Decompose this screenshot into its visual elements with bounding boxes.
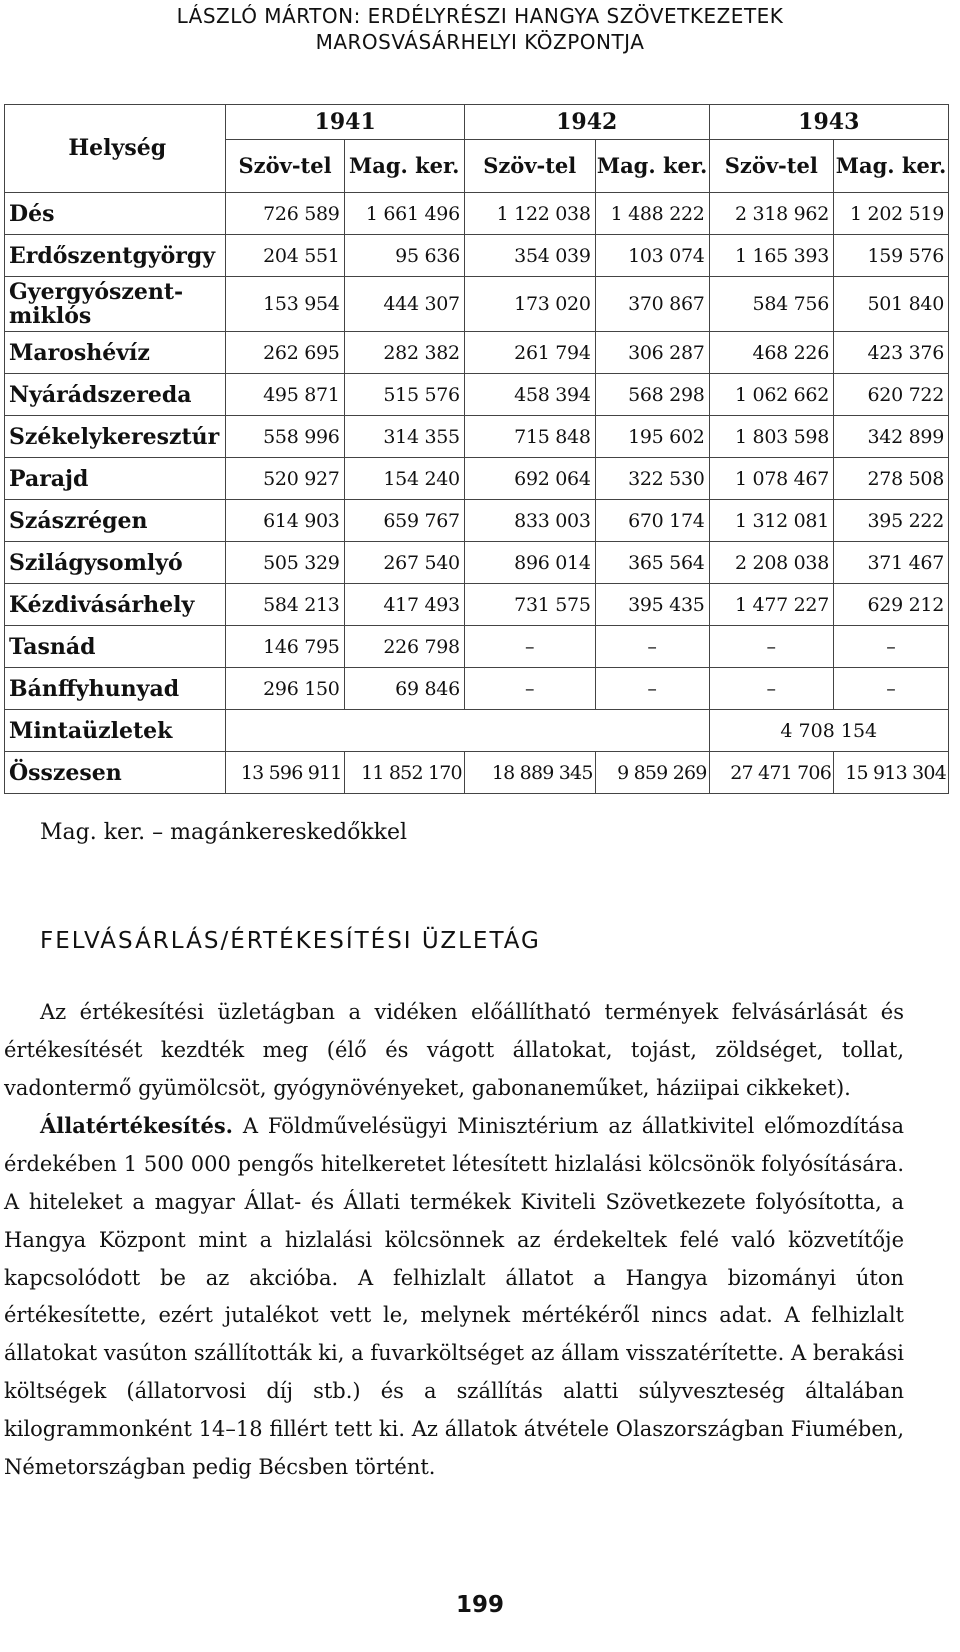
table-cell: 468 226 bbox=[709, 332, 833, 374]
table-cell: 515 576 bbox=[344, 374, 464, 416]
table-row bbox=[5, 710, 949, 752]
row-place: Kézdivásárhely bbox=[5, 584, 226, 626]
row-place: Mintaüzletek bbox=[5, 710, 226, 752]
table-row bbox=[5, 416, 949, 458]
table-cell: 495 871 bbox=[226, 374, 344, 416]
table-row bbox=[5, 235, 949, 277]
table-row bbox=[5, 193, 949, 235]
table-row bbox=[5, 542, 949, 584]
table-row bbox=[5, 668, 949, 710]
table-cell: 520 927 bbox=[226, 458, 344, 500]
table-cell: 27 471 706 bbox=[709, 752, 833, 794]
table-cell: 558 996 bbox=[226, 416, 344, 458]
table-cell: 423 376 bbox=[834, 332, 949, 374]
table-row bbox=[5, 374, 949, 416]
table-cell: 365 564 bbox=[595, 542, 709, 584]
table-cell: 370 867 bbox=[595, 277, 709, 332]
column-header-place: Helység bbox=[5, 105, 226, 193]
table-cell: 731 575 bbox=[464, 584, 595, 626]
statistics-table bbox=[4, 104, 949, 794]
table-cell: 444 307 bbox=[344, 277, 464, 332]
body-text bbox=[4, 994, 904, 1486]
table-cell: – bbox=[464, 626, 595, 668]
table-cell: – bbox=[709, 668, 833, 710]
table-cell: 726 589 bbox=[226, 193, 344, 235]
table-cell: 896 014 bbox=[464, 542, 595, 584]
table-footnote: Mag. ker. – magánkereskedőkkel bbox=[40, 820, 408, 845]
table-cell: 584 213 bbox=[226, 584, 344, 626]
column-header-year-1941: 1941 bbox=[226, 105, 464, 140]
table-cell: – bbox=[834, 668, 949, 710]
table-cell: 159 576 bbox=[834, 235, 949, 277]
table-cell: – bbox=[464, 668, 595, 710]
table-cell: 670 174 bbox=[595, 500, 709, 542]
page-number: 199 bbox=[455, 1592, 504, 1618]
table-cell: 296 150 bbox=[226, 668, 344, 710]
table-cell: 354 039 bbox=[464, 235, 595, 277]
table-cell: 629 212 bbox=[834, 584, 949, 626]
column-header-szov-tel: Szöv-tel bbox=[709, 140, 833, 193]
table-cell: 1 661 496 bbox=[344, 193, 464, 235]
table-cell: 13 596 911 bbox=[226, 752, 344, 794]
table-cell: 659 767 bbox=[344, 500, 464, 542]
table-cell: 395 222 bbox=[834, 500, 949, 542]
table-cell: 833 003 bbox=[464, 500, 595, 542]
table-cell: 715 848 bbox=[464, 416, 595, 458]
table-cell: 69 846 bbox=[344, 668, 464, 710]
running-head-line-2: MAROSVÁSÁRHELYI KÖZPONTJA bbox=[315, 30, 645, 54]
table-cell: 501 840 bbox=[834, 277, 949, 332]
row-place: Tasnád bbox=[5, 626, 226, 668]
column-header-year-1943: 1943 bbox=[709, 105, 948, 140]
table-cell: – bbox=[709, 626, 833, 668]
table-cell: 692 064 bbox=[464, 458, 595, 500]
column-header-szov-tel: Szöv-tel bbox=[464, 140, 595, 193]
table-cell: 1 165 393 bbox=[709, 235, 833, 277]
table-cell: 395 435 bbox=[595, 584, 709, 626]
row-place: Bánffyhunyad bbox=[5, 668, 226, 710]
table-cell: 154 240 bbox=[344, 458, 464, 500]
table-row bbox=[5, 332, 949, 374]
column-header-mag-ker: Mag. ker. bbox=[344, 140, 464, 193]
row-place: Maroshévíz bbox=[5, 332, 226, 374]
table-cell: 9 859 269 bbox=[595, 752, 709, 794]
table-cell: 342 899 bbox=[834, 416, 949, 458]
table-header-years bbox=[5, 105, 949, 140]
table-row bbox=[5, 277, 949, 332]
table-cell: 1 803 598 bbox=[709, 416, 833, 458]
table-cell: 173 020 bbox=[464, 277, 595, 332]
table-cell: 1 488 222 bbox=[595, 193, 709, 235]
column-header-mag-ker: Mag. ker. bbox=[834, 140, 949, 193]
paragraph: Az értékesítési üzletágban a vidéken előállítható termények felvásárlását és értékesítését kezdték meg (élő és vágott állatokat, tojást, zöldséget, tollat, vadontermő gyümölcsöt, gyógynövényeket, gabonaneműket, háziipai cikkeket). bbox=[4, 1000, 904, 1100]
table-cell: 371 467 bbox=[834, 542, 949, 584]
table-cell: 306 287 bbox=[595, 332, 709, 374]
table-cell: 314 355 bbox=[344, 416, 464, 458]
paragraph-lead: Állatértékesítés. bbox=[40, 1113, 233, 1139]
table-cell: 1 202 519 bbox=[834, 193, 949, 235]
table-cell: 267 540 bbox=[344, 542, 464, 584]
table-row bbox=[5, 458, 949, 500]
table-cell: 4 708 154 bbox=[709, 710, 948, 752]
table-cell: 2 208 038 bbox=[709, 542, 833, 584]
paragraph bbox=[4, 1107, 904, 1486]
table-cell: 261 794 bbox=[464, 332, 595, 374]
table-cell: 1 122 038 bbox=[464, 193, 595, 235]
table-cell: – bbox=[595, 626, 709, 668]
column-header-year-1942: 1942 bbox=[464, 105, 709, 140]
table-cell: 584 756 bbox=[709, 277, 833, 332]
table-cell: 18 889 345 bbox=[464, 752, 595, 794]
table-cell: 103 074 bbox=[595, 235, 709, 277]
row-place: Nyárádszereda bbox=[5, 374, 226, 416]
table-cell: 614 903 bbox=[226, 500, 344, 542]
table-cell: – bbox=[834, 626, 949, 668]
table-cell: 282 382 bbox=[344, 332, 464, 374]
table-cell: 2 318 962 bbox=[709, 193, 833, 235]
table-cell: 1 078 467 bbox=[709, 458, 833, 500]
table-cell: 146 795 bbox=[226, 626, 344, 668]
row-place: Szilágysomlyó bbox=[5, 542, 226, 584]
paragraph-text: A Földművelésügyi Minisztérium az állatkivitel előmozdítása érdekében 1 500 000 pengős hitelkeretet létesített hizlalási kölcsönök folyósítására. A hiteleket a magyar Állat- és Állati termékek Kiviteli Szövetkezete folyósította, a Hangya Központ mint a hizlalási kölcsönnek az érdekeltek felé való közvetítője kapcsolódott be az akcióba. A felhizlalt állatot a Hangya bizományi úton értékesítette, ezért jutalékot vett le, melynek mértékéről nincs adat. A felhizlalt állatokat vasúton szállították ki, a fuvarköltséget az állam visszatérítette. A berakási költségek (állatorvosi díj stb.) és a szállítás alatti súlyveszteség általában kilogrammonként 14–18 fillért tett ki. Az állatok átvétele Olaszországban Fiumében, Németországban pedig Bécsben történt. bbox=[4, 1114, 904, 1479]
row-place: Dés bbox=[5, 193, 226, 235]
table-cell: 568 298 bbox=[595, 374, 709, 416]
table-cell: 417 493 bbox=[344, 584, 464, 626]
row-place: Parajd bbox=[5, 458, 226, 500]
table-cell: 204 551 bbox=[226, 235, 344, 277]
table-cell: 153 954 bbox=[226, 277, 344, 332]
column-header-szov-tel: Szöv-tel bbox=[226, 140, 344, 193]
table-cell: 195 602 bbox=[595, 416, 709, 458]
table-body bbox=[5, 193, 949, 794]
running-head-line-1: LÁSZLÓ MÁRTON: ERDÉLYRÉSZI HANGYA SZÖVETKEZETEK bbox=[176, 4, 784, 28]
table-cell: 1 062 662 bbox=[709, 374, 833, 416]
section-heading: FELVÁSÁRLÁS/ÉRTÉKESÍTÉSI ÜZLETÁG bbox=[40, 928, 541, 954]
table-cell: 1 477 227 bbox=[709, 584, 833, 626]
table-row bbox=[5, 752, 949, 794]
table-cell: 95 636 bbox=[344, 235, 464, 277]
table-row bbox=[5, 626, 949, 668]
row-place: Gyergyószent-miklós bbox=[5, 277, 226, 332]
table-cell: 322 530 bbox=[595, 458, 709, 500]
table-cell: 505 329 bbox=[226, 542, 344, 584]
table-cell-empty bbox=[226, 710, 709, 752]
table-cell: 262 695 bbox=[226, 332, 344, 374]
table-cell: 15 913 304 bbox=[834, 752, 949, 794]
table-row bbox=[5, 500, 949, 542]
table-cell: 11 852 170 bbox=[344, 752, 464, 794]
table-row bbox=[5, 584, 949, 626]
column-header-mag-ker: Mag. ker. bbox=[595, 140, 709, 193]
table-cell: 1 312 081 bbox=[709, 500, 833, 542]
table-cell: 226 798 bbox=[344, 626, 464, 668]
row-place: Összesen bbox=[5, 752, 226, 794]
row-place: Szászrégen bbox=[5, 500, 226, 542]
row-place: Erdőszentgyörgy bbox=[5, 235, 226, 277]
table-cell: 278 508 bbox=[834, 458, 949, 500]
table-cell: 458 394 bbox=[464, 374, 595, 416]
table-cell: 620 722 bbox=[834, 374, 949, 416]
table-cell: – bbox=[595, 668, 709, 710]
row-place: Székelykeresztúr bbox=[5, 416, 226, 458]
